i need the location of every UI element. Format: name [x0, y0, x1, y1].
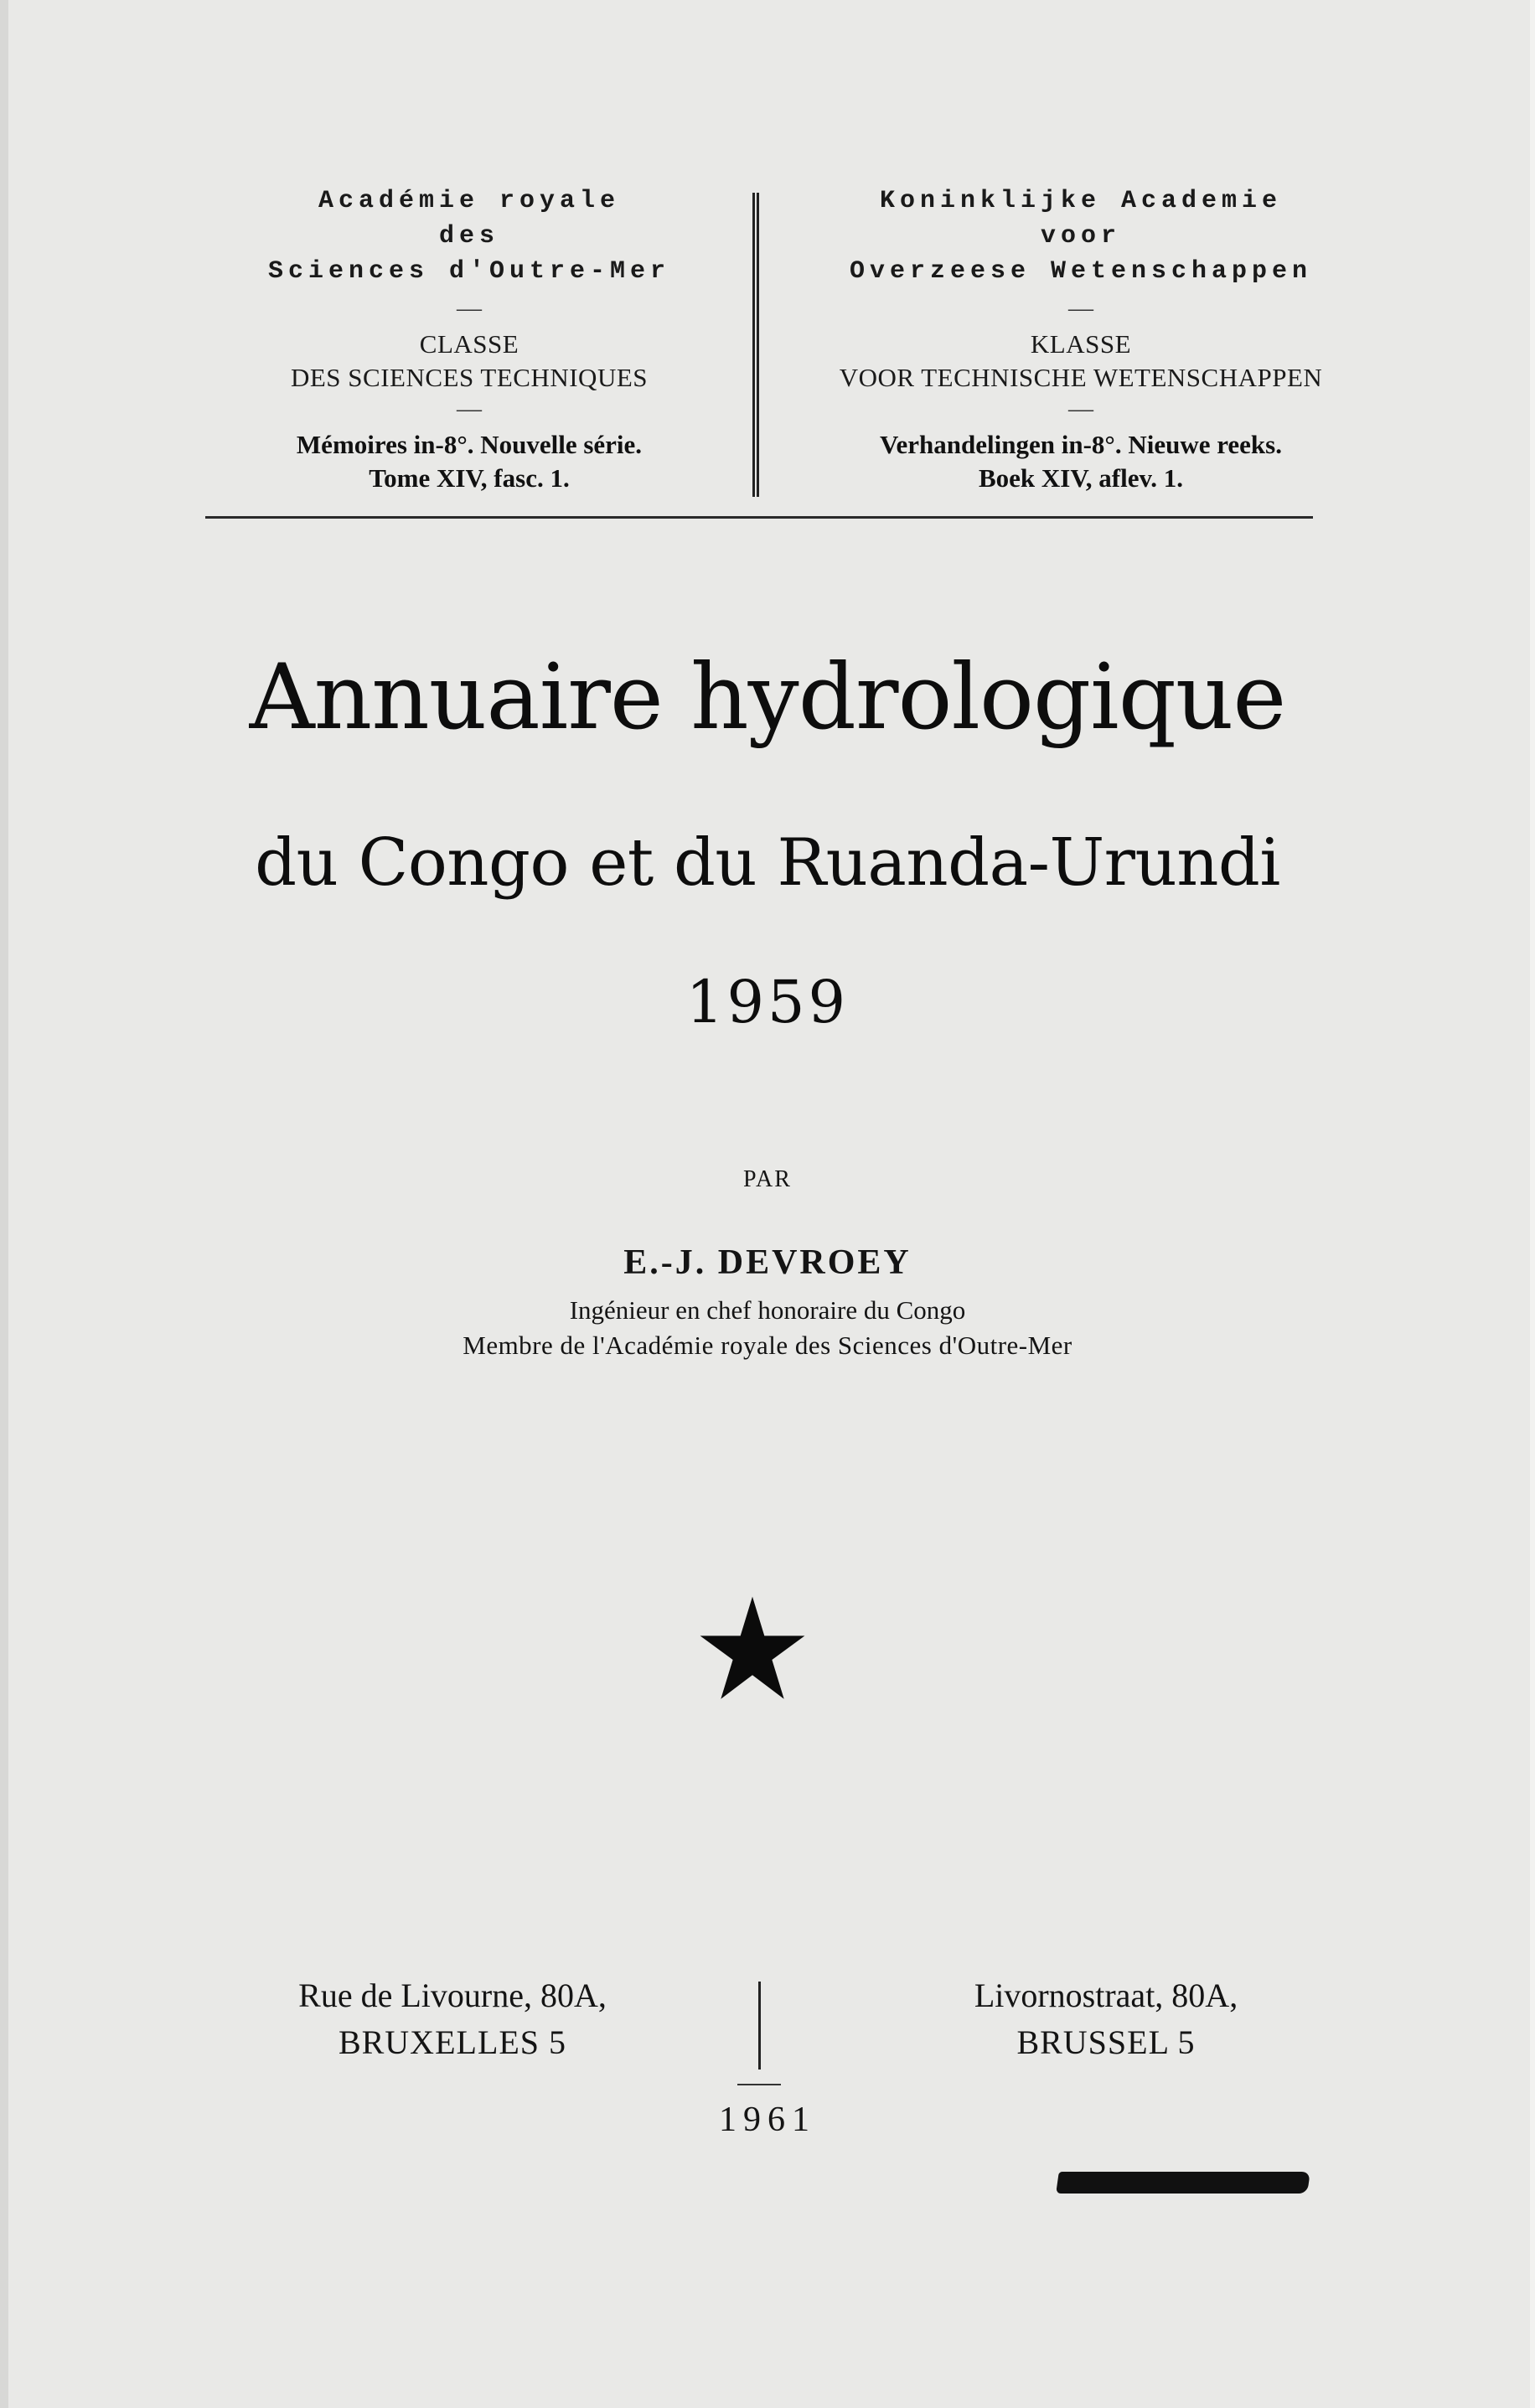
institution-line: Académie royale [318, 187, 621, 215]
header-divider [752, 193, 759, 497]
document-title: Annuaire hydrologique [249, 645, 1286, 750]
separator-dash: — [457, 395, 482, 422]
header-rule [205, 516, 1313, 519]
footer-dash [737, 2084, 781, 2085]
series-line: Tome XIV, fasc. 1. [369, 463, 570, 493]
publication-year: 1961 [719, 2101, 816, 2139]
author-affiliation: Ingénieur en chef honoraire du Congo [569, 1295, 966, 1325]
institution-line: voor [1040, 222, 1121, 251]
institution-line: Koninklijke Academie [879, 187, 1283, 215]
series-line: Mémoires in-8°. Nouvelle série. [296, 430, 643, 459]
series-line: Boek XIV, aflev. 1. [978, 463, 1183, 493]
institution-line: Overzeese Wetenschappen [849, 257, 1313, 286]
star-icon [698, 1594, 807, 1703]
separator-dash: — [1068, 294, 1093, 322]
address-city: BRUXELLES 5 [338, 2023, 567, 2061]
address-city: BRUSSEL 5 [1016, 2023, 1196, 2061]
institution-line: Sciences d'Outre-Mer [267, 257, 671, 286]
byline-par: PAR [743, 1166, 792, 1192]
document-year: 1959 [685, 968, 850, 1036]
series-line: Verhandelingen in-8°. Nieuwe reeks. [879, 430, 1282, 459]
separator-dash: — [457, 294, 482, 322]
page-right-edge [1530, 0, 1535, 2408]
address-street: Rue de Livourne, 80A, [298, 1977, 607, 2014]
classe-line: DES SCIENCES TECHNIQUES [290, 363, 649, 392]
address-dutch [838, 1972, 1374, 2066]
page-left-edge [0, 0, 8, 2408]
address-french [209, 1972, 695, 2066]
author-name: E.-J. DEVROEY [623, 1243, 912, 1282]
header-french [193, 189, 746, 495]
header-dutch [762, 189, 1399, 495]
footer-divider [758, 1982, 761, 2070]
separator-dash: — [1068, 395, 1093, 422]
institution-line: des [438, 222, 499, 251]
author-affiliation: Membre de l'Académie royale des Sciences d'Outre-Mer [463, 1331, 1072, 1360]
ink-mark [1056, 2172, 1310, 2194]
document-subtitle: du Congo et du Ruanda-Urundi [255, 825, 1280, 901]
address-street: Livornostraat, 80A, [974, 1977, 1238, 2014]
classe-line: KLASSE [1030, 329, 1132, 359]
classe-line: CLASSE [419, 329, 519, 359]
classe-line: VOOR TECHNISCHE WETENSCHAPPEN [839, 363, 1323, 392]
